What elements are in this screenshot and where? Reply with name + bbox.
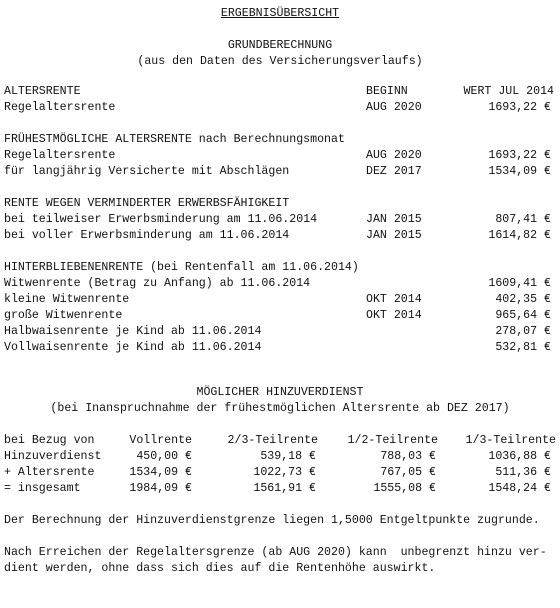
grund-subheading: (aus den Daten des Versicherungsverlaufs) [137, 55, 423, 68]
table-row [0, 164, 560, 180]
row-label: bei teilweiser Erwerbsminderung am 11.06.2014 [4, 213, 318, 226]
row-beginn: DEZ 2017 [366, 165, 422, 178]
row-label: große Witwenrente [4, 309, 123, 322]
hinzu-cell: 1561,91 € [253, 482, 316, 495]
row-beginn: AUG 2020 [366, 149, 422, 162]
hinter-heading-line [0, 260, 560, 276]
table-row [0, 292, 560, 308]
row-beginn: OKT 2014 [366, 309, 422, 322]
row-wert: 278,07 € [495, 325, 551, 338]
note-regelaltersgrenze-2 [0, 561, 560, 577]
row-wert: 402,35 € [495, 293, 551, 306]
hinzu-row-label: + Altersrente [4, 466, 95, 479]
table-row [0, 212, 560, 228]
row-beginn: JAN 2015 [366, 229, 422, 242]
grund-heading: GRUNDBERECHNUNG [227, 39, 333, 52]
hinzu-cell: 1534,09 € [129, 466, 192, 479]
table-row [0, 308, 560, 324]
row-wert: 965,64 € [495, 309, 551, 322]
hinzu-header-row [0, 433, 560, 449]
table-row [0, 100, 560, 116]
table-row [0, 481, 560, 497]
row-beginn: AUG 2020 [366, 101, 422, 114]
hinzu-col-header: Vollrente [129, 434, 192, 447]
row-label: Vollwaisenrente je Kind ab 11.06.2014 [4, 341, 262, 354]
row-label: bei voller Erwerbsminderung am 11.06.2014 [4, 229, 290, 242]
hinzu-col-header: bei Bezug von [4, 434, 95, 447]
column-header-beginn: BEGINN [366, 85, 408, 98]
hinzu-cell: 511,36 € [495, 466, 551, 479]
table-row [0, 340, 560, 356]
title-line [0, 6, 560, 22]
note-regelaltersgrenze-1 [0, 545, 560, 561]
table-row [0, 276, 560, 292]
hinzu-cell: 1036,88 € [488, 450, 551, 463]
hinzu-cell: 1548,24 € [488, 482, 551, 495]
table-row [0, 148, 560, 164]
fruehest-heading: FRÜHESTMÖGLICHE ALTERSRENTE nach Berechnungsmonat [4, 133, 345, 146]
row-wert: 532,81 € [495, 341, 551, 354]
row-label: Halbwaisenrente je Kind ab 11.06.2014 [4, 325, 262, 338]
table-row [0, 449, 560, 465]
hinzu-cell: 1022,73 € [253, 466, 316, 479]
document-title: ERGEBNISÜBERSICHT [220, 7, 340, 20]
hinzu-cell: 1984,09 € [129, 482, 192, 495]
hinzu-cell: 1555,08 € [373, 482, 436, 495]
hinzu-cell: 539,18 € [260, 450, 316, 463]
hinter-heading: HINTERBLIEBENENRENTE (bei Rentenfall am 11.06.2014) [4, 261, 359, 274]
hinzu-col-header: 1/2-Teilrente [347, 434, 438, 447]
row-wert: 807,41 € [495, 213, 551, 226]
row-label: Regelaltersrente [4, 101, 116, 114]
grund-heading-line [0, 38, 560, 54]
hinzu-heading-line [0, 385, 560, 401]
row-wert: 1534,09 € [488, 165, 551, 178]
row-label: Witwenrente (Betrag zu Anfang) ab 11.06.2014 [4, 277, 311, 290]
erwerb-heading-line [0, 196, 560, 212]
hinzu-cell: 767,05 € [380, 466, 436, 479]
row-beginn: JAN 2015 [366, 213, 422, 226]
row-wert: 1693,22 € [488, 149, 551, 162]
hinzu-row-label: Hinzuverdienst [4, 450, 102, 463]
hinzu-subheading-line [0, 401, 560, 417]
altersrente-heading: ALTERSRENTE [4, 85, 81, 98]
note-text: dient werden, ohne dass sich dies auf die Rentenhöhe auswirkt. [4, 562, 436, 575]
hinzu-cell: 450,00 € [136, 450, 192, 463]
hinzu-cell: 788,03 € [380, 450, 436, 463]
table-row [0, 465, 560, 481]
row-label: für langjährig Versicherte mit Abschlägen [4, 165, 290, 178]
hinzu-row-label: = insgesamt [4, 482, 81, 495]
erwerb-heading: RENTE WEGEN VERMINDERTER ERWERBSFÄHIGKEIT [4, 197, 290, 210]
table-row [0, 324, 560, 340]
column-header-wert: WERT JUL 2014 [463, 85, 554, 98]
hinzu-col-header: 2/3-Teilrente [227, 434, 318, 447]
note-text: Der Berechnung der Hinzuverdienstgrenze liegen 1,5000 Entgeltpunkte zugrunde. [4, 514, 540, 527]
table-row [0, 228, 560, 244]
row-wert: 1693,22 € [488, 101, 551, 114]
row-wert: 1609,41 € [488, 277, 551, 290]
row-wert: 1614,82 € [488, 229, 551, 242]
row-label: Regelaltersrente [4, 149, 116, 162]
note-text: Nach Erreichen der Regelaltersgrenze (ab AUG 2020) kann unbegrenzt hinzu ver- [4, 546, 547, 559]
fruehest-heading-line [0, 132, 560, 148]
row-label: kleine Witwenrente [4, 293, 130, 306]
altersrente-header-line [0, 84, 560, 100]
hinzu-subheading: (bei Inanspruchnahme der frühestmöglichen Altersrente ab DEZ 2017) [50, 402, 510, 415]
row-beginn: OKT 2014 [366, 293, 422, 306]
grund-subheading-line [0, 54, 560, 70]
hinzu-heading: MÖGLICHER HINZUVERDIENST [196, 386, 364, 399]
hinzu-col-header: 1/3-Teilrente [465, 434, 556, 447]
note-hinzuverdienstgrenze [0, 513, 560, 529]
